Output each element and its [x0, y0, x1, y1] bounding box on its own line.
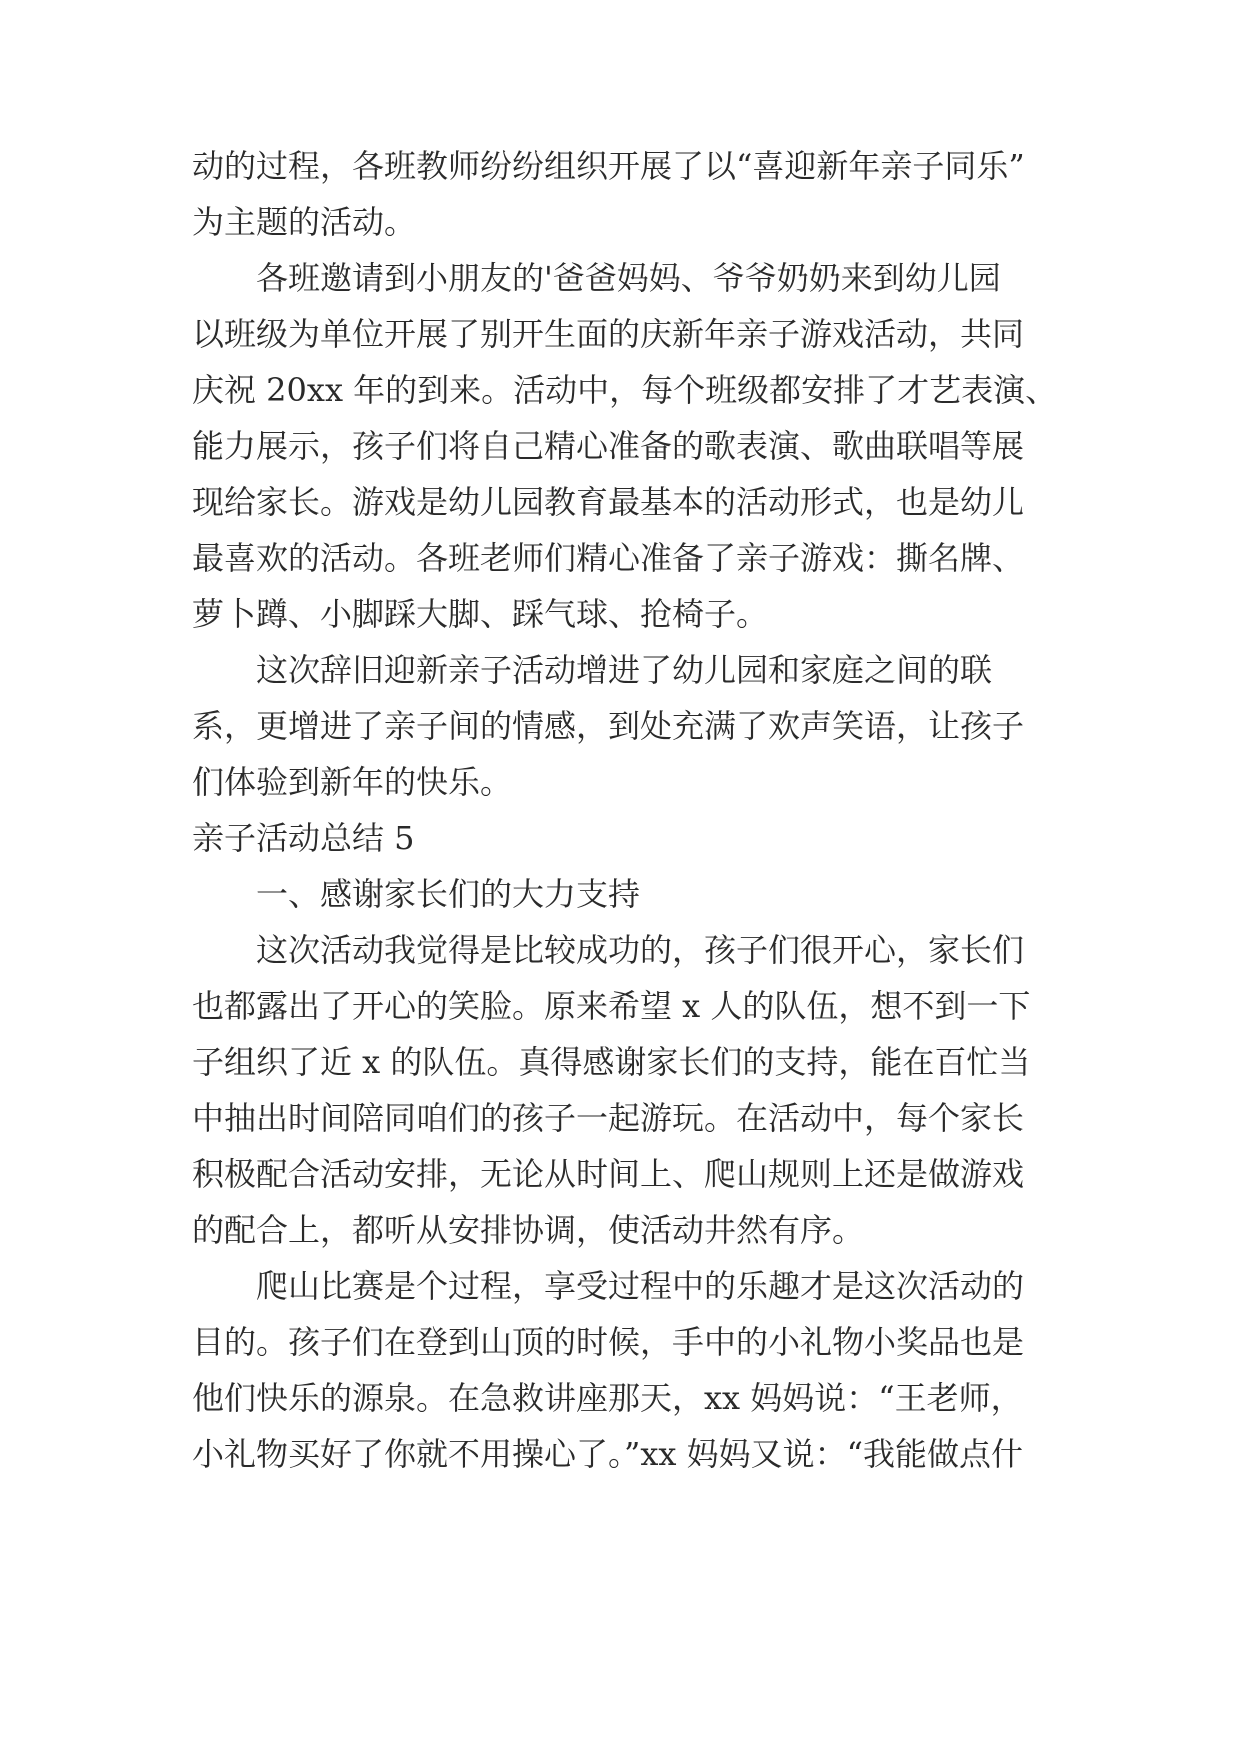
paragraph-line: 爬山比赛是个过程，享受过程中的乐趣才是这次活动的	[256, 1267, 1025, 1305]
subheading: 一、感谢家长们的大力支持	[256, 875, 641, 913]
paragraph-line: 中抽出时间陪同咱们的孩子一起游玩。在活动中，每个家长	[192, 1099, 1025, 1137]
paragraph-line: 以班级为单位开展了别开生面的庆新年亲子游戏活动，共同	[192, 315, 1025, 353]
paragraph-line: 能力展示，孩子们将自己精心准备的歌表演、歌曲联唱等展	[192, 427, 1025, 465]
paragraph-line: 积极配合活动安排，无论从时间上、爬山规则上还是做游戏	[192, 1155, 1025, 1193]
paragraph-line: 也都露出了开心的笑脸。原来希望 x 人的队伍，想不到一下	[192, 987, 1031, 1025]
paragraph-line: 小礼物买好了你就不用操心了。”xx 妈妈又说：“我能做点什	[192, 1435, 1023, 1473]
paragraph-line: 们体验到新年的快乐。	[192, 763, 513, 801]
paragraph-line: 现给家长。游戏是幼儿园教育最基本的活动形式，也是幼儿	[192, 483, 1025, 521]
paragraph-line: 子组织了近 x 的队伍。真得感谢家长们的支持，能在百忙当	[192, 1043, 1031, 1081]
paragraph-line: 庆祝 20xx 年的到来。活动中，每个班级都安排了才艺表演、	[192, 371, 1058, 409]
paragraph-line: 动的过程，各班教师纷纷组织开展了以“喜迎新年亲子同乐”	[192, 147, 1025, 185]
paragraph-line: 目的。孩子们在登到山顶的时候，手中的小礼物小奖品也是	[192, 1323, 1025, 1361]
paragraph-line: 系，更增进了亲子间的情感，到处充满了欢声笑语，让孩子	[192, 707, 1025, 745]
paragraph-line: 各班邀请到小朋友的'爸爸妈妈、爷爷奶奶来到幼儿园	[256, 259, 1001, 297]
paragraph-line: 萝卜蹲、小脚踩大脚、踩气球、抢椅子。	[192, 595, 769, 633]
paragraph-line: 他们快乐的源泉。在急救讲座那天，xx 妈妈说：“王老师，	[192, 1379, 1023, 1417]
section-title: 亲子活动总结 5	[192, 819, 415, 857]
paragraph-line: 这次辞旧迎新亲子活动增进了幼儿园和家庭之间的联	[256, 651, 993, 689]
paragraph-line: 为主题的活动。	[192, 203, 417, 241]
paragraph-line: 这次活动我觉得是比较成功的，孩子们很开心，家长们	[256, 931, 1025, 969]
paragraph-line: 的配合上，都听从安排协调，使活动井然有序。	[192, 1211, 865, 1249]
paragraph-line: 最喜欢的活动。各班老师们精心准备了亲子游戏：撕名牌、	[192, 539, 1025, 577]
